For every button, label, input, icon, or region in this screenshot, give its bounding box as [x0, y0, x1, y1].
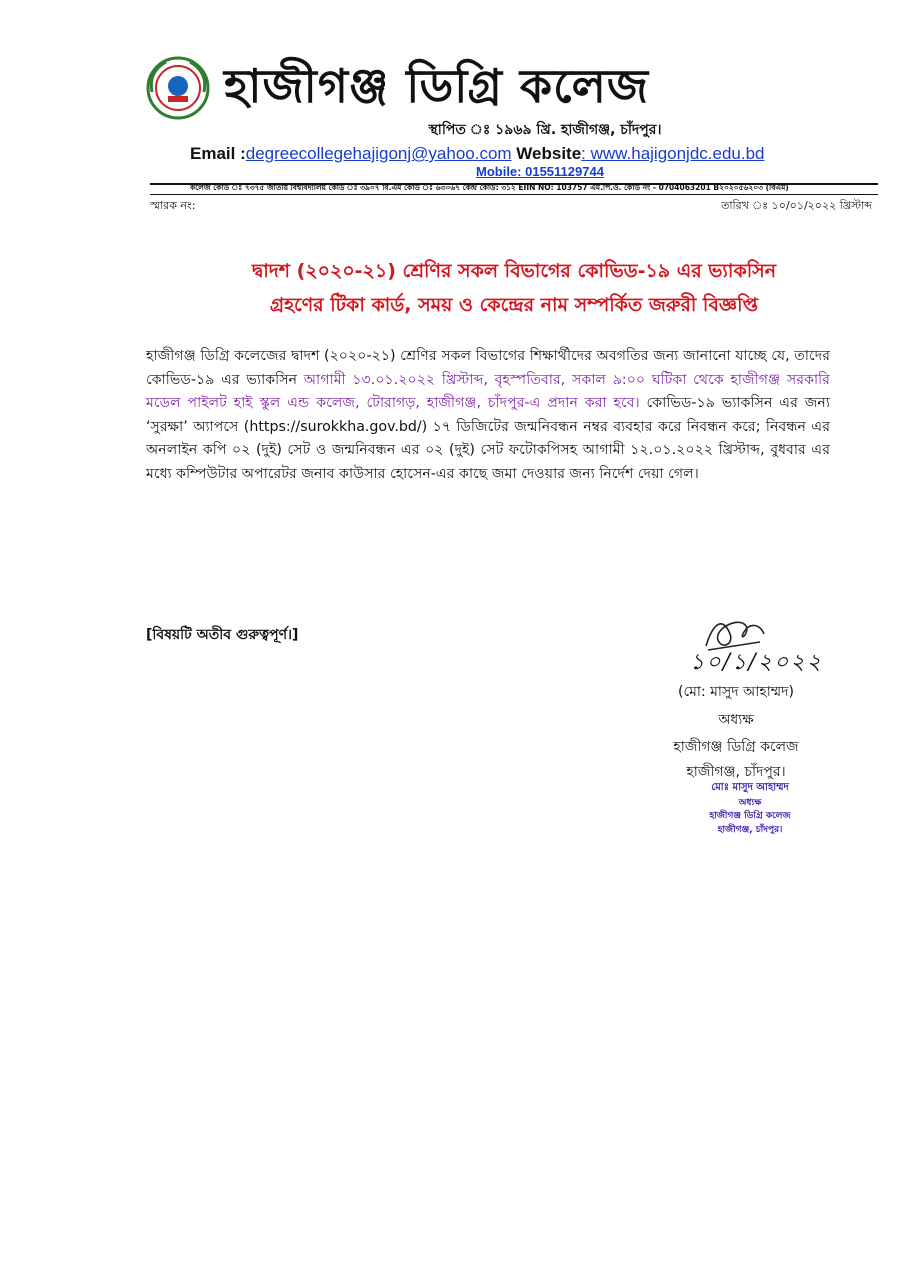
- signatory-place: হাজীগঞ্জ, চাঁদপুর।: [686, 764, 786, 780]
- signatory-name: (মো: মাসুদ আহাম্মদ): [678, 684, 794, 700]
- stamp-place: হাজীগঞ্জ, চাঁদপুর।: [717, 825, 783, 835]
- established-line: স্থাপিত ঃ ১৯৬৯ খ্রি. হাজীগঞ্জ, চাঁদপুর।: [428, 122, 662, 138]
- contact-line: [190, 144, 765, 164]
- headline-line-2: গ্রহণের টিকা কার্ড, সময় ও কেন্দ্রের নাম সম্পর্কিত জরুরী বিজ্ঞপ্তি: [269, 294, 759, 316]
- signature-date: ১০/১/২০২২: [690, 650, 823, 675]
- notice-date: তারিখ ঃ ১০/০১/২০২২ খ্রিস্টাব্দ: [721, 199, 872, 212]
- stamp-title: অধ্যক্ষ: [738, 798, 762, 808]
- stamp-college: হাজীগঞ্জ ডিগ্রি কলেজ: [709, 811, 791, 821]
- email-label: Email :: [190, 144, 246, 163]
- header-rule-lower: [150, 194, 878, 195]
- body-highlight: আগামী ১৩.০১.২০২২ খ্রিস্টাব্দ, বৃহস্পতিবার, সকাল ৯:০০ ঘটিকা থেকে হাজীগঞ্জ সরকারি মডেল পাইলট হাই স্কুল এন্ড কলেজ, টোরাগড়, হাজীগঞ্জ, চাঁদপুর-এ প্রদান করা হবে।: [146, 371, 830, 412]
- website-link[interactable]: : www.hajigonjdc.edu.bd: [581, 144, 765, 163]
- body-part-2: কোভিড-১৯ ভ্যাকসিন এর জন্য ‘সুরক্ষা’ অ্যাপসে (https://surokkha.gov.bd/) ১৭ ডিজিটের জন্মনিবন্ধন নম্বর ব্যবহার করে নিবন্ধন করে; নিবন্ধন এর অনলাইন কপি ০২ (দুই) সেট ও জন্মনিবন্ধন এর ০২ (দুই) সেট ফটোকপিসহ আগামী ১২.০১.২০২২ খ্রিস্টাব্দ, বুধবার এর মধ্যে কম্পিউটার অপারেটর জনাব কাউসার হোসেন-এর কাছে জমা দেওয়ার জন্য নির্দেশ দেয়া গেল।: [146, 395, 831, 482]
- codes-line: কলেজ কোড ঃ ৭৩৭৫ জাতীয় বিশ্ববিদ্যালয় কোড ঃ ৩৯০৭ বি.এম কোড ঃ ৬৩০৬৭ কেন্দ্র কোড: ৩১২ EIIN NO: 103757 এম.পি.ও. কোড নং - 0704063201 B২০২০৫৬২০৩ (বিএম): [190, 183, 789, 192]
- college-logo: [142, 52, 214, 124]
- stamp-name: মোঃ মাসুদ আহাম্মদ: [711, 782, 789, 793]
- website-label: Website: [511, 144, 582, 163]
- signatory-title: অধ্যক্ষ: [718, 712, 754, 728]
- memo-number: স্মারক নং:: [150, 199, 196, 212]
- email-link[interactable]: degreecollegehajigonj@yahoo.com: [245, 144, 512, 163]
- notice-body: [146, 345, 830, 487]
- body-part-1: হাজীগঞ্জ ডিগ্রি কলেজের দ্বাদশ (২০২০-২১) শ্রেণির সকল বিভাগের শিক্ষার্থীদের অবগতির জন্য জানানো যাচ্ছে যে, তাদের কোভিড-১৯ এর ভ্যাকসিন: [146, 348, 830, 388]
- college-name: হাজীগঞ্জ ডিগ্রি কলেজ: [224, 59, 650, 113]
- mobile-number: Mobile: 01551129744: [476, 164, 604, 179]
- headline-line-1: দ্বাদশ (২০২০-২১) শ্রেণির সকল বিভাগের কোভিড-১৯ এর ভ্যাকসিন: [251, 260, 777, 282]
- signatory-college: হাজীগঞ্জ ডিগ্রি কলেজ: [673, 739, 799, 755]
- importance-note: [বিষয়টি অতীব গুরুত্বপূর্ণ।]: [146, 627, 299, 643]
